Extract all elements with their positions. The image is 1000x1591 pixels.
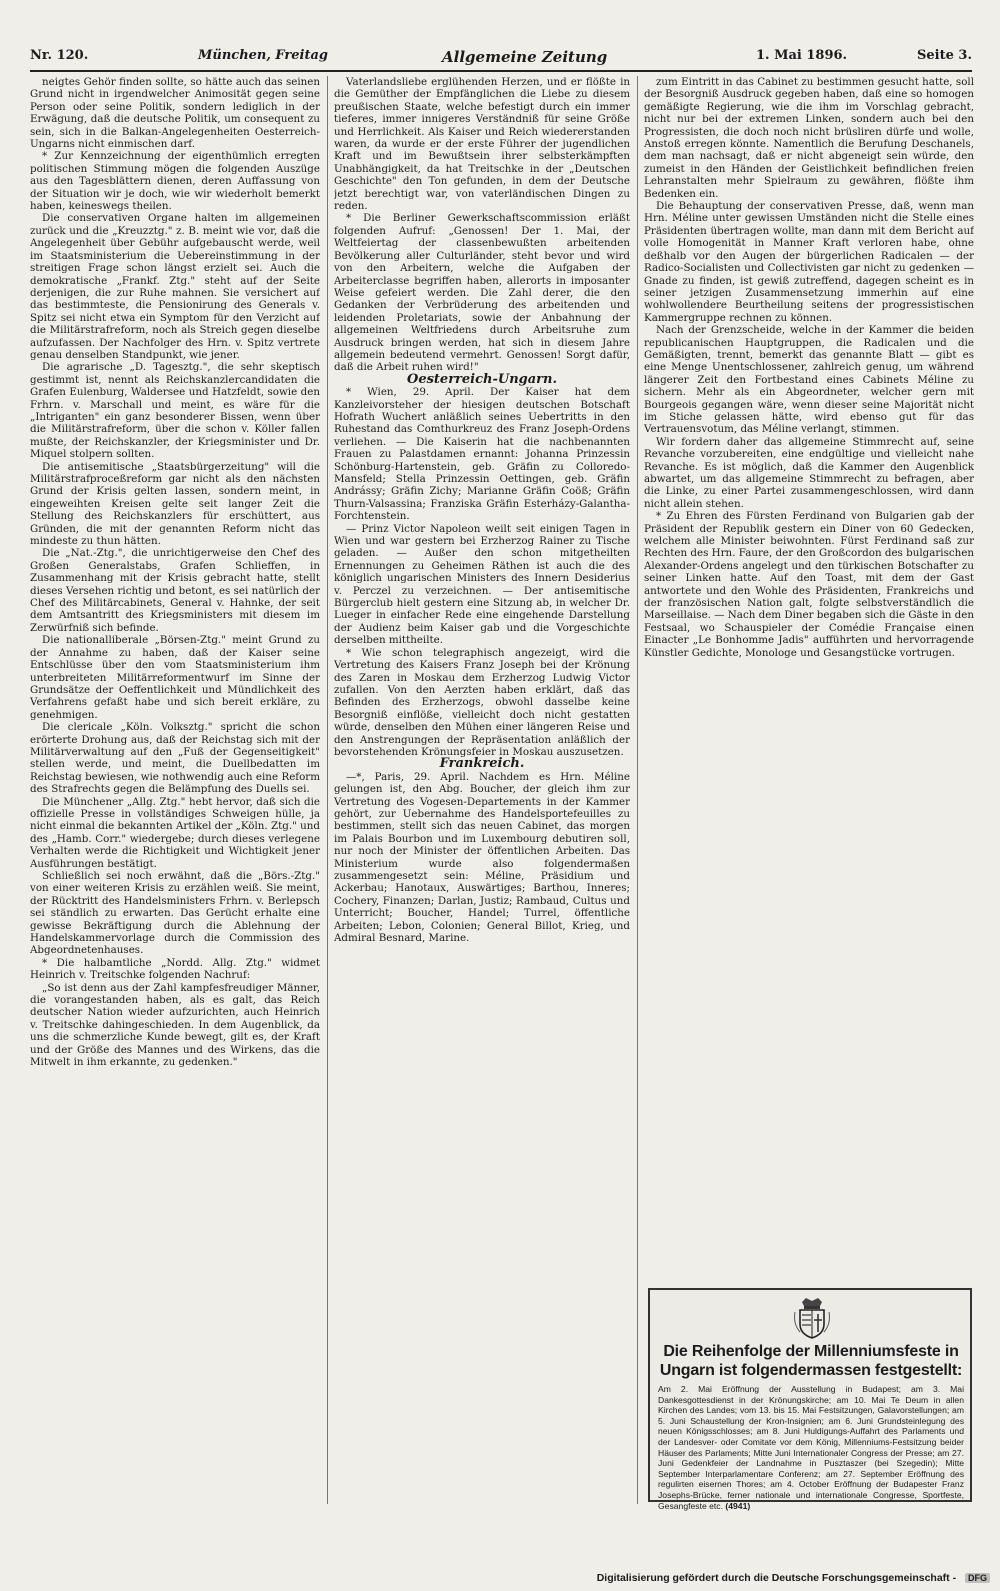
column-3 (644, 76, 974, 1272)
article-paragraph: Die nationalliberale „Börsen-Ztg." meint Grund zu der Annahme zu haben, daß der Kaiser seine Entschlüsse über den vom Staatsministerium ihm unterbreiteten Militärreformentwurf im Sinne der Grundsätze der Oeffentlichkeit und Mündlichkeit des Verfahrens gefaßt habe und sich bereit erkläre, zu genehmigen. (30, 634, 320, 721)
article-paragraph: Vaterlandsliebe erglühenden Herzen, und er flößte in die Gemüther der Empfänglichen die Liebe zu diesem preußischen Staate, welche befestigt durch ein immer tieferes, immer innigeres Verständniß für seine Größe und Herrlichkeit. Als Kaiser und Reich wiedererstanden waren, da wurde er der erste Führer der jugendlichen Kraft und im Bewußtsein ihrer selbsterkämpften Unabhängigkeit, da hat Treitschke in der „Deutschen Geschichte" den Ton gefunden, in dem der Deutsche jetzt berechtigt war, von vaterländischen Dingen zu reden. (334, 76, 630, 213)
article-paragraph: * Die Berliner Gewerkschaftscommission erläßt folgenden Aufruf: „Genossen! Der 1. Mai, der Weltfeiertag der classenbewußten arbeitenden Bevölkerung aller Culturländer, steht bevor und wird von den Arbeitern, welche die Aufgaben der Arbeiterclasse begriffen haben, allerorts in imposanter Weise gefeiert werden. Die Zahl derer, die den Gedanken der Verbrüderung des arbeitenden und leidenden Proletariats, sowie der Anbahnung der allgemeinen Weltfriedens durch Arbeitsruhe zum Ausdruck bringen werden, hat sich in diesem Jahre allgemein bedeutend vermehrt. Genossen! Sorgt dafür, daß die Arbeit ruhen wird!" (334, 212, 630, 374)
hungarian-crest-icon (792, 1296, 832, 1340)
advertisement-text: Am 2. Mai Eröffnung der Ausstellung in Budapest; am 3. Mai Dankesgottesdienst in der Krönungskirche; am 10. Mai Te Deum in allen Kirchen des Landes; vom 13. bis 15. Mai Festsitzungen, Galavorstellungen; am 5. Juni Schaustellung der Kron-Insignien; am 6. Juni Grundsteinlegung des neuen Königsschlosses; am 8. Juni Huldigungs-Auffahrt des Parlaments und der Landesver- oder Comitate vor dem König, Millenniums-Festsitzung beider Häuser des Parlaments; Mitte Juni Internationaler Congress der Presse; am 27. Juni Gedenkfeier der Landnahme in Pusztaszer (bei Szegedin); Mitte September Interparlamentare Conferenz; am 27. September Eröffnung des regulirten eisernen Thores; am 4. October Eröffnung der Budapester Franz Josephs-Brücke, ferner nationale und internationale Congresse, Sportfeste, Gesangfeste etc. (658, 1384, 964, 1511)
newspaper-title: Allgemeine Zeitung (442, 48, 608, 66)
column-2 (334, 76, 630, 1504)
section-heading: Frankreich. (439, 756, 525, 772)
place-and-day: München, Freitag (198, 48, 329, 63)
article-paragraph: „So ist denn aus der Zahl kampfesfreudiger Männer, die vorangestanden haben, als es galt, das Reich deutscher Nation wieder aufzurichten, auch Heinrich v. Treitschke dahingeschieden. In dem Augenblick, da uns die schmerzliche Kunde bewegt, gilt es, der Kraft und der Größe des Mannes und des Wirkens, das die Mitwelt in ihm erkannte, zu gedenken." (30, 981, 320, 1069)
page-header (30, 44, 972, 72)
column-divider (637, 76, 638, 1504)
article-paragraph: Die Behauptung der conservativen Presse, daß, wenn man Hrn. Méline unter gewissen Umständen nicht die Stelle eines Präsidenten übertragen wollte, man dann mit dem Bericht auf volle Homogenität in Manner Kraft verloren habe, ohne deßhalb vor den Augen der bürgerlichen Radicalen — der Radico-Socialisten und Collectivisten gar nicht zu gedenken — Gnade zu finden, ist gewiß zutreffend, dagegen scheint es in seiner jetzigen Zusammensetzung immerhin auf eine wohlwollendere Beurtheilung seitens der progressistischen Kammergruppe rechnen zu können. (644, 200, 974, 324)
digitization-footer (560, 1572, 990, 1590)
page-number: Seite 3. (917, 48, 972, 63)
article-paragraph: Die Münchener „Allg. Ztg." hebt hervor, daß sich die offizielle Presse in vollständiges Schweigen hülle, ja nicht einmal die bekannten Artikel der „Köln. Ztg." und des „Hamb. Corr." wiedergebe; durch dieses verlegene Verhalten werde die Richtigkeit und Wichtigkeit jener Ausführungen bestätigt. (30, 795, 320, 870)
article-paragraph: Wir fordern daher das allgemeine Stimmrecht auf, seine Revanche vorzubereiten, eine endgültige und vielleicht nahe Revanche. Es ist möglich, daß die Kammer den Augenblick abwartet, um das allgemeine Stimmrecht zu befragen, aber die Linke, zu einer Partei zusammengeschlossen, wird dann nicht allein stehen. (644, 435, 974, 510)
article-paragraph: * Wie schon telegraphisch angezeigt, wird die Vertretung des Kaisers Franz Joseph bei der Krönung des Zaren in Moskau dem Erzherzog Ludwig Victor zufallen. Von den Aerzten haben erklärt, daß das Befinden des Erzherzogs, obwohl dasselbe keine Besorgniß einflöße, vielleicht doch nicht gestatten würde, denselben den Mühen einer längeren Reise und den Anstrengungen der Repräsentation anläßlich der bevorstehenden Krönungsfeier in Moskau auszusetzen. (334, 646, 630, 758)
issue-date: 1. Mai 1896. (756, 48, 848, 63)
column-1 (30, 76, 320, 1504)
article-paragraph: * Wien, 29. April. Der Kaiser hat dem Kanzleivorsteher der hiesigen deutschen Botschaft Hofrath Wuchert anläßlich seines Uebertritts in den Ruhestand das Comthurkreuz des Franz Joseph-Ordens verliehen. — Die Kaiserin hat die nachbenannten Frauen zu Palastdamen ernannt: Johanna Prinzessin Schönburg-Hartenstein, geb. Gräfin zu Colloredo-Mansfeld; Stella Prinzessin Oettingen, geb. Gräfin Andrássy; Gräfin Zichy; Marianne Gräfin Coöß; Gräfin Thurn-Valsassina; Franziska Gräfin Esterházy-Galantha-Forchtenstein. (334, 386, 630, 523)
article-paragraph: * Die halbamtliche „Nordd. Allg. Ztg." widmet Heinrich v. Treitschke folgenden Nachruf: (30, 956, 320, 982)
article-paragraph: Die „Nat.-Ztg.", die unrichtigerweise den Chef des Großen Generalstabs, Grafen Schlieffen, in Zusammenhang mit der Krisis gebracht hatte, stellt dieses Versehen richtig und betont, es sei natürlich der Chef des Militärcabinets, General v. Hahnke, der seit dem Amtsantritt des Kriegsministers mit diesem im Zerwürfniß sich befinde. (30, 547, 320, 634)
advertisement-body (658, 1384, 964, 1511)
article-paragraph: Schließlich sei noch erwähnt, daß die „Börs.-Ztg." von einer weiteren Krisis zu erzählen weiß. Sie meint, der Rücktritt des Handelsministers Frhrn. v. Berlepsch sei ständlich zu erwarten. Das Gerücht erhalte eine gewisse Bekräftigung durch die Ablehnung der Handelskammervorlage durch die Commission des Abgeordnetenhauses. (30, 870, 320, 957)
article-paragraph: — Prinz Victor Napoleon weilt seit einigen Tagen in Wien und war gestern bei Erzherzog Rainer zu Tische geladen. — Außer den schon mitgetheilten Ernennungen zu Geheimen Räthen ist auch die des königlich ungarischen Ministers des Innern Desiderius v. Perczel zu verzeichnen. — Der antisemitische Bürgerclub hielt gestern eine Sitzung ab, in welcher Dr. Lueger in einfacher Rede eine eingehende Darstellung der Audienz beim Kaiser gab und die Vorgeschichte derselben mittheilte. (334, 522, 630, 647)
article-paragraph: Die antisemitische „Staatsbürgerzeitung" will die Militärstrafproceßreform gar nicht als den nächsten Grund der Krisis gelten lassen, sondern meint, in eingeweihten Kreisen gelte seit langer Zeit die Stellung des Reichskanzlers für erschüttert, aus Gründen, die mit der genannten Reform nicht das mindeste zu thun hätten. (30, 460, 320, 548)
article-paragraph: * Zur Kennzeichnung der eigenthümlich erregten politischen Stimmung mögen die folgenden Auszüge aus den Tagesblättern dienen, deren Auffassung von der Situation wir je doch, wie wir wiederholt bemerkt haben, keineswegs theilen. (30, 150, 320, 213)
dfg-logo-icon: DFG (965, 1573, 990, 1583)
issue-number: Nr. 120. (30, 48, 89, 63)
section-heading: Oesterreich-Ungarn. (407, 371, 557, 387)
article-paragraph: —*, Paris, 29. April. Nachdem es Hrn. Méline gelungen ist, den Abg. Boucher, der gleich ihm zur Vertretung des Vogesen-Departements in der Kammer gehört, zur Uebernahme des Handelsportefeuilles zu bestimmen, stellt sich das neuen Cabinet, das morgen im Palais Bourbon und im Luxembourg debutiren soll, nur noch der Minister der öffentlichen Arbeiten. Das Ministerium wurde also folgendermaßen zusammengesetzt sein: Méline, Präsidium und Ackerbau; Hanotaux, Auswärtiges; Barthou, Inneres; Cochery, Finanzen; Darlan, Justiz; Rambaud, Cultus und Unterricht; Boucher, Handel; Turrel, öffentliche Arbeiten; Lebon, Colonien; General Billot, Krieg, und Admiral Besnard, Marine. (334, 770, 630, 945)
article-paragraph: neigtes Gehör finden sollte, so hätte auch das seinen Grund nicht in irgendwelcher Animosität gegen seine Person oder seine Politik, sondern lediglich in der Erwägung, daß die deutsche Politik, um consequent zu sein, sich in die Balkan-Angelegenheiten Oesterreich-Ungarns nicht einmischen darf. (30, 76, 320, 151)
advertisement-reference: (4941) (725, 1500, 751, 1511)
advertisement-box (648, 1288, 972, 1511)
column-divider (327, 76, 328, 1504)
article-paragraph: Nach der Grenzscheide, welche in der Kammer die beiden republicanischen Hauptgruppen, die Radicalen und die Gemäßigten, trennt, bemerkt das genannte Blatt — gibt es eine Menge Unentschlossener, zahlreich genug, um während längerer Zeit den Fortbestand eines Cabinets Méline zu sichern. Mehr als ein Abgeordneter, welcher gern mit Bourgeois gegangen wäre, wenn dieser seine Majorität nicht im Stiche gelassen hätte, wird ebenso gut für das Vertrauensvotum, das Méline verlangt, stimmen. (644, 324, 974, 436)
article-paragraph: Die agrarische „D. Tagesztg.", die sehr skeptisch gestimmt ist, nennt als Reichskanzlercandidaten die Grafen Eulenburg, Waldersee und Hatzfeldt, sowie den Frhrn. v. Marschall und meint, es wäre für die „Intriganten" ein ganz besonderer Bissen, wenn über die Militärstrafreform, über die schon v. Köller fallen mußte, der Reichskanzler, der Kriegsminister und Dr. Miquel stolpern sollten. (30, 361, 320, 461)
footer-text: Digitalisierung gefördert durch die Deutsche Forschungsgemeinschaft - (596, 1572, 957, 1584)
article-paragraph: zum Eintritt in das Cabinet zu bestimmen gesucht hatte, soll der Besorgniß Ausdruck gegeben haben, daß eine so homogen gemäßigte Regierung, wie die ihm im Vorschlag gebracht, nicht nur bei der extremen Linken, sondern auch bei den Progressisten, die doch noch nicht brüsliren dürfe und wolle, Anstoß erregen könnte. Namentlich die Berufung Deschanels, dem man nachsagt, daß er nicht abgeneigt sein würde, den zumeist in den Händen der Geistlichkeit befindlichen freien Lehranstalten mehr Spielraum zu gewähren, flößte ihm Bedenken ein. (644, 76, 974, 200)
article-paragraph: * Zu Ehren des Fürsten Ferdinand von Bulgarien gab der Präsident der Republik gestern ein Diner von 60 Gedecken, welchem alle Minister beiwohnten. Fürst Ferdinand saß zur Rechten des Hrn. Faure, der den Großcordon des bulgarischen Alexander-Ordens angelegt und den türkischen Botschafter zu seiner Linken hatte. Auf den Toast, mit dem der Gast antwortete und den Wohle des Präsidenten, Frankreichs und der französischen Nation galt, folgte selbstverständlich die Marseillaise. — Nach dem Diner begaben sich die Gäste in den Festsaal, wo Schauspieler der Comédie Française einen Einacter „Le Bonhomme Jadis" aufführten und hervorragende Künstler Gedichte, Monologe und Gesangstücke vortrugen. (644, 510, 974, 659)
article-paragraph: Die clericale „Köln. Volksztg." spricht die schon erörterte Drohung aus, daß der Reichstag sich mit der Militärverwaltung auf den „Fuß der Gegenseitigkeit" stellen werde, und meint, die Duellbedatten im Reichstag bewiesen, wie nothwendig auch eine Reform des Strafrechts gegen die Belämpfung des Duells sei. (30, 721, 320, 796)
article-paragraph: Die conservativen Organe halten im allgemeinen zurück und die „Kreuzztg." z. B. meint wie vor, daß die Angelegenheit über Gebühr aufgebauscht werde, weil im Staatsministerium die Uebereinstimmung in der streitigen Frage schon längst erzielt sei. Auch die demokratische „Frankf. Ztg." steht auf der Seite derjenigen, die zur Ruhe mahnen. Sie versichert auf das bestimmteste, die Pensionirung des Generals v. Spitz sei nicht etwa ein Symptom für den Verzicht auf die Militärstrafreform, noch als Streich gegen dieselbe aufzufassen. Der Nachfolger des Hrn. v. Spitz vertrete genau denselben Standpunkt, wie jener. (30, 212, 320, 361)
advertisement-title: Die Reihenfolge der Millenniumsfeste in Ungarn ist folgendermassen festgestellt: (659, 1343, 963, 1379)
